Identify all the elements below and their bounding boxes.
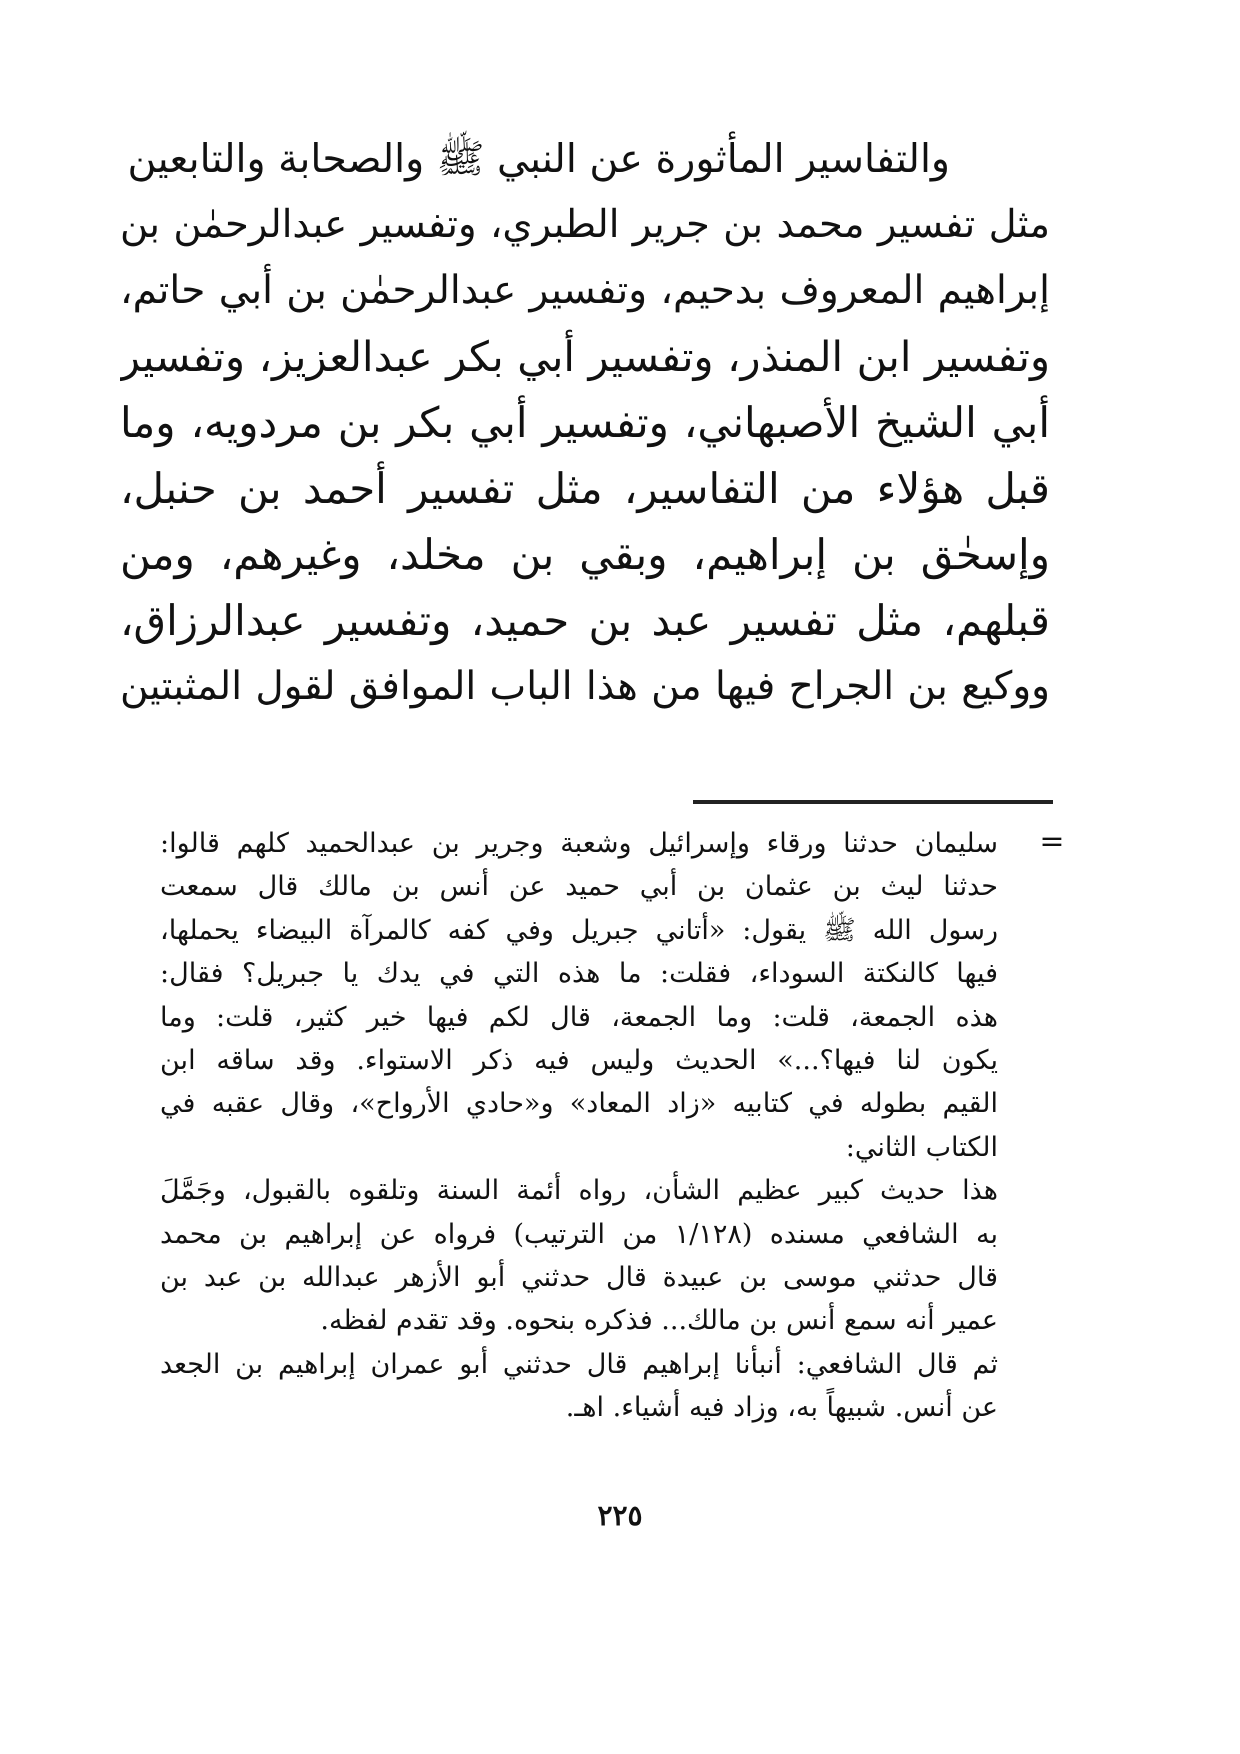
main-text-block [120, 126, 1050, 720]
footnote-line: عن أنس. شبيهاً به، وزاد فيه أشياء. اهـ. [565, 1392, 998, 1424]
main-text-line: أبي الشيخ الأصبهاني، وتفسير أبي بكر بن مردويه، وما [120, 398, 1050, 447]
footnote-line: به الشافعي مسنده (١/١٢٨ من الترتيب) فرواه عن إبراهيم بن محمد [160, 1218, 998, 1250]
main-text-line: ووكيع بن الجراح فيها من هذا الباب الموافق لقول المثبتين [120, 664, 1050, 709]
page-number: ٢٢٥ [597, 1499, 643, 1532]
footnote-line: عمير أنه سمع أنس بن مالك... فذكره بنحوه. وقد تقدم لفظه. [320, 1305, 998, 1337]
footnote-line: القيم بطوله في كتابيه «زاد المعاد» و«حادي الأرواح»، وقال عقبه في [160, 1088, 998, 1120]
footnote-continuation-mark: = [1039, 824, 1065, 859]
footnote-separator [693, 800, 1053, 804]
footnote-line: رسول الله ﷺ يقول: «أتاني جبريل وفي كفه كالمرآة البيضاء يحملها، [160, 914, 998, 946]
footnote-line: يكون لنا فيها؟...» الحديث وليس فيه ذكر الاستواء. وقد ساقه ابن [160, 1044, 998, 1076]
main-text-line: وتفسير ابن المنذر، وتفسير أبي بكر عبدالعزيز، وتفسير [120, 332, 1050, 381]
main-text-line: قبلهم، مثل تفسير عبد بن حميد، وتفسير عبدالرزاق، [120, 596, 1050, 645]
main-text-line: إبراهيم المعروف بدحيم، وتفسير عبدالرحمٰن بن أبي حاتم، [120, 268, 1050, 313]
main-text-line: وإسحٰق بن إبراهيم، وبقي بن مخلد، وغيرهم، ومن [120, 530, 1050, 579]
footnote-line: فيها كالنكتة السوداء، فقلت: ما هذه التي في يدك يا جبريل؟ فقال: [160, 958, 998, 990]
footnote-line: حدثنا ليث بن عثمان بن أبي حميد عن أنس بن مالك قال سمعت [160, 871, 998, 903]
footnote-line: الكتاب الثاني: [845, 1131, 998, 1163]
footnote-line: سليمان حدثنا ورقاء وإسرائيل وشعبة وجرير بن عبدالحميد كلهم قالوا: [160, 828, 998, 859]
main-text-line: والتفاسير المأثورة عن النبي ﷺ والصحابة والتابعين [127, 136, 950, 182]
main-text-line: مثل تفسير محمد بن جرير الطبري، وتفسير عبدالرحمٰن بن [120, 202, 1050, 247]
footnote-line: ثم قال الشافعي: أنبأنا إبراهيم قال حدثني أبو عمران إبراهيم بن الجعد [160, 1348, 998, 1380]
footnote-line: هذه الجمعة، قلت: وما الجمعة، قال لكم فيها خير كثير، قلت: وما [160, 1001, 998, 1033]
main-text-line: قبل هؤلاء من التفاسير، مثل تفسير أحمد بن حنبل، [120, 464, 1050, 513]
footnote-line: هذا حديث كبير عظيم الشأن، رواه أئمة السنة وتلقوه بالقبول، وجَمَّلَ [160, 1175, 998, 1207]
footnote-line: قال حدثني موسى بن عبيدة قال حدثني أبو الأزهر عبدالله بن عبد بن [160, 1261, 998, 1293]
footnote-block [160, 822, 998, 1429]
